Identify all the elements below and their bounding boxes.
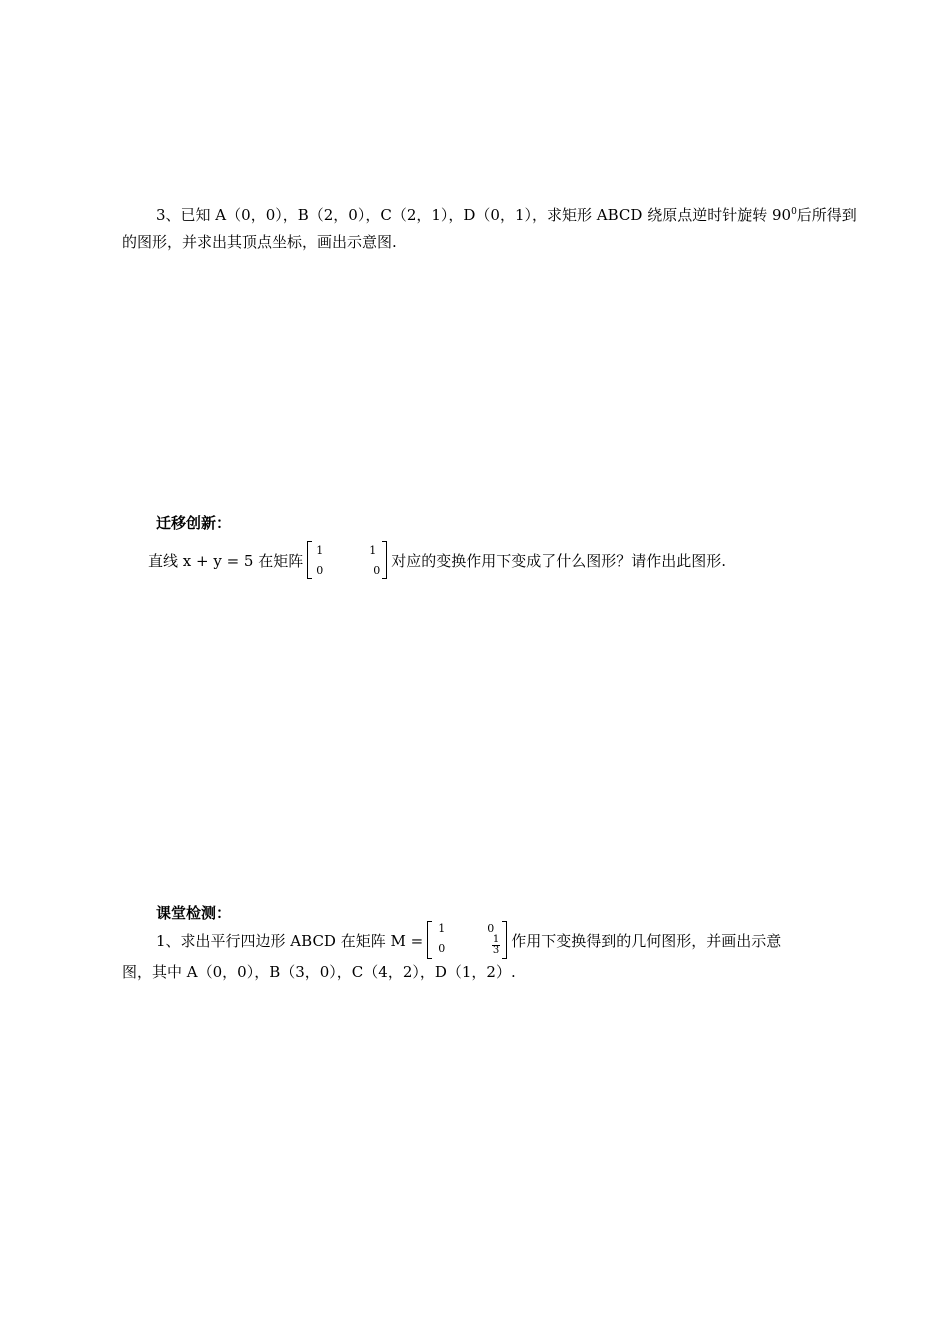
matrix-cell-d: 0 (373, 564, 381, 577)
matrix-m-cell-d-fraction (492, 935, 500, 956)
matrix-cell-a: 1 (316, 544, 324, 557)
question-3-line-1 (156, 204, 857, 226)
transfer-matrix (307, 541, 387, 579)
check-text-after-matrix: 作用下变换得到的几何图形，并画出示意 (511, 931, 782, 950)
fraction-denominator: 3 (492, 945, 500, 956)
check-problem-line-2: 图，其中 A（0，0），B（3，0），C（4，2），D（1，2）. (122, 963, 516, 981)
transfer-problem-line (148, 540, 726, 580)
matrix-m-cell-c: 0 (438, 942, 446, 955)
transfer-text-after-matrix: 对应的变换作用下变成了什么图形？请作出此图形. (391, 551, 727, 570)
check-text-before-matrix: 1、求出平行四边形 ABCD 在矩阵 M = (156, 931, 424, 950)
matrix-cell-c: 0 (316, 564, 324, 577)
matrix-m-cell-b: 0 (487, 922, 495, 935)
classroom-check-heading: 课堂检测： (156, 904, 232, 922)
check-problem-line-1 (156, 920, 781, 960)
question-3-text-end: 后所得到 (796, 206, 857, 224)
question-3-text-start: 3、已知 A（0，0），B（2，0），C（2，1），D（0，1），求矩形 ABCD 绕原点逆时针旋转 90 (156, 206, 792, 224)
fraction-numerator: 1 (492, 934, 500, 945)
check-matrix-m (427, 921, 507, 959)
matrix-cell-b: 1 (369, 544, 377, 557)
matrix-m-cell-a: 1 (438, 922, 446, 935)
transfer-text-before-matrix: 直线 x + y = 5 在矩阵 (148, 551, 304, 570)
degree-superscript: 0 (791, 207, 797, 217)
transfer-innovation-heading: 迁移创新： (156, 514, 232, 532)
question-3-line-2: 的图形，并求出其顶点坐标，画出示意图. (122, 233, 397, 251)
